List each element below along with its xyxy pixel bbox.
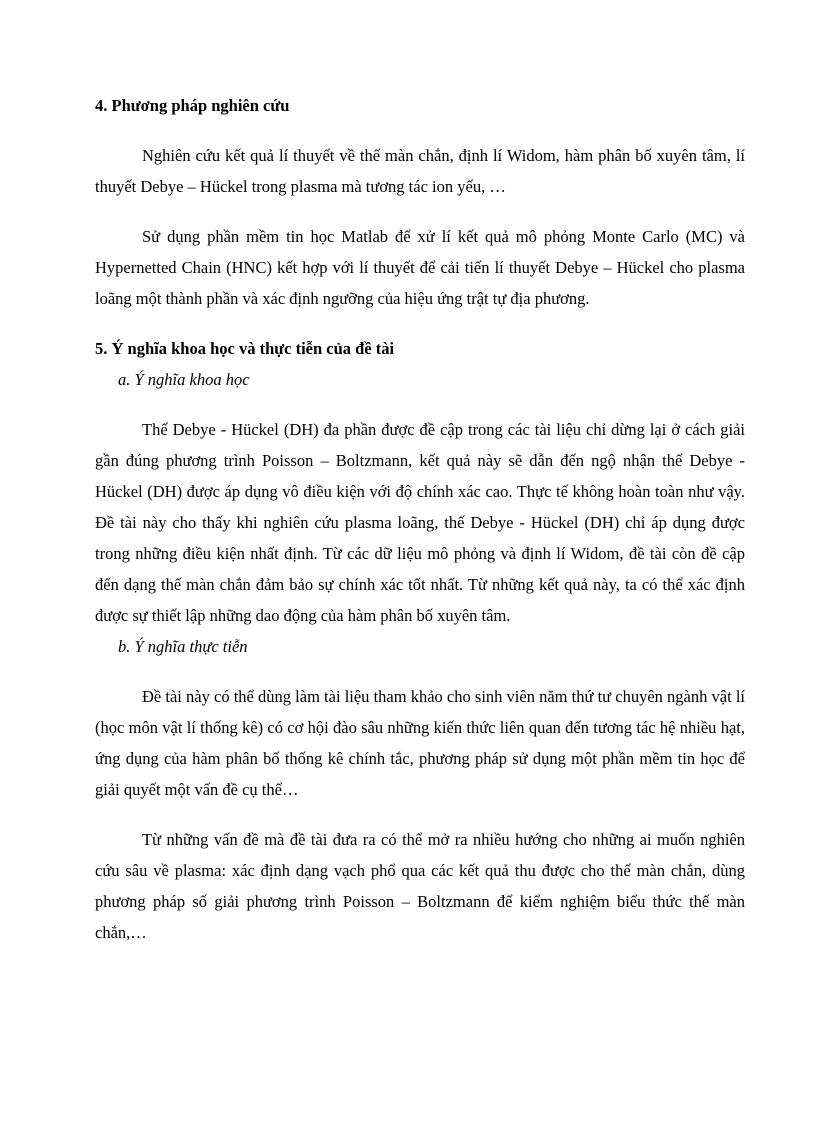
subsection-b-paragraph: Đề tài này có thể dùng làm tài liệu tham khảo cho sinh viên năm thứ tư chuyên ngành vật lí (học môn vật lí thống kê) có cơ hội đào sâu những kiến thức liên quan đến tương tác hệ nhiều hạt, ứng dụng của hàm phân bố thống kê chính tắc, phương pháp sử dụng một phần mềm tin học để giải quyết một vấn đề cụ thể…: [95, 687, 745, 799]
subsection-a-heading: a. Ý nghĩa khoa học: [118, 370, 250, 389]
subsection-a-paragraph: Thế Debye - Hückel (DH) đa phần được đề cập trong các tài liệu chỉ dừng lại ở cách giải gần đúng phương trình Poisson – Boltzmann, kết quả này sẽ dẫn đến ngộ nhận thế Debye - Hückel (DH) được áp dụng vô điều kiện với độ chính xác cao. Thực tế không hoàn toàn như vậy. Đề tài này cho thấy khi nghiên cứu plasma loãng, thế Debye - Hückel (DH) chỉ áp dụng được trong những điều kiện nhất định. Từ các dữ liệu mô phỏng và định lí Widom, đề tài còn đề cập đến dạng thế màn chắn đảm bảo sự chính xác tốt nhất. Từ những kết quả này, ta có thể xác định được sự thiết lập những dao động của hàm phân bố xuyên tâm.: [95, 420, 745, 625]
section-4-paragraph: Sử dụng phần mềm tin học Matlab để xử lí kết quả mô phỏng Monte Carlo (MC) và Hypernetted Chain (HNC) kết hợp với lí thuyết để cải tiến lí thuyết Debye – Hückel cho plasma loãng một thành phần và xác định ngưỡng của hiệu ứng trật tự địa phương.: [95, 227, 745, 308]
subsection-b-paragraph: Từ những vấn đề mà đề tài đưa ra có thể mở ra nhiều hướng cho những ai muốn nghiên cứu sâu về plasma: xác định dạng vạch phổ qua các kết quả thu được cho thế màn chắn, dùng phương pháp số giải phương trình Poisson – Boltzmann để kiểm nghiệm biểu thức thế màn chắn,…: [95, 830, 745, 942]
section-4-heading: 4. Phương pháp nghiên cứu: [95, 96, 290, 115]
section-5-heading: 5. Ý nghĩa khoa học và thực tiễn của đề tài: [95, 339, 395, 358]
subsection-b-heading: b. Ý nghĩa thực tiễn: [118, 637, 248, 656]
document-body: [95, 90, 745, 948]
section-4-paragraph: Nghiên cứu kết quả lí thuyết về thế màn chắn, định lí Widom, hàm phân bố xuyên tâm, lí thuyết Debye – Hückel trong plasma mà tương tác ion yếu, …: [95, 146, 745, 196]
